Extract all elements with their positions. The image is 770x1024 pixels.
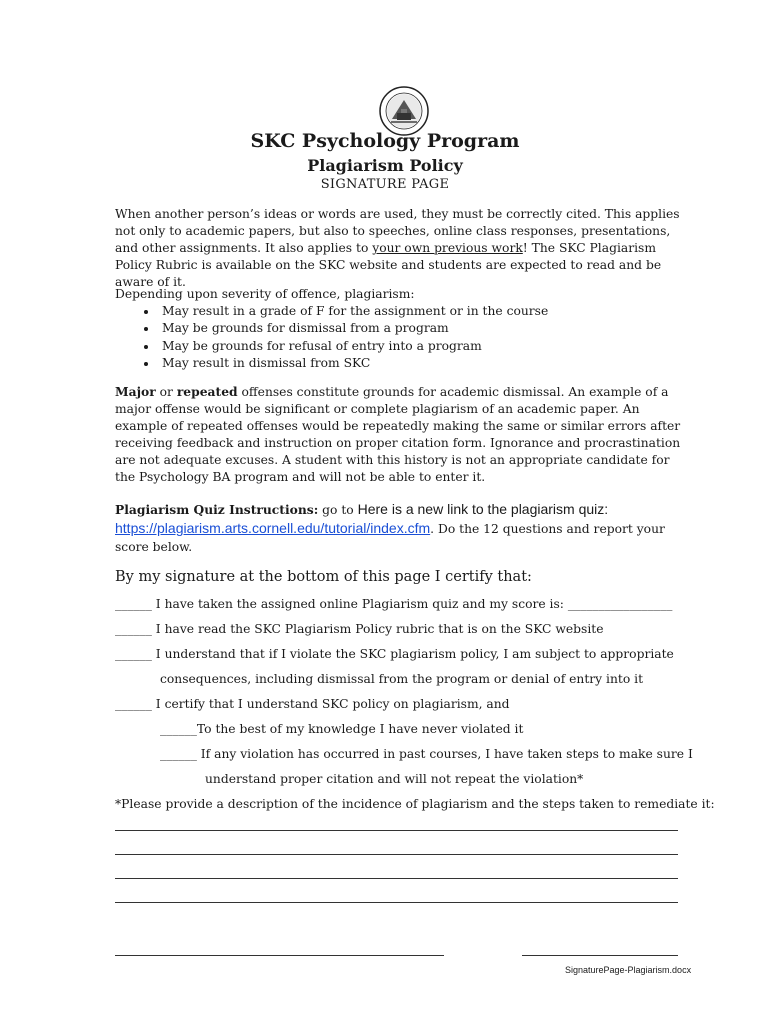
certify-line-violation[interactable]: ______ I understand that if I violate the SKC plagiarism policy, I am subject to appropriate bbox=[115, 647, 674, 661]
description-line-2[interactable] bbox=[115, 854, 678, 855]
severity-lead: Depending upon severity of offence, plagiarism: bbox=[115, 287, 415, 301]
list-item: • May be grounds for dismissal from a program bbox=[158, 320, 678, 337]
offenses-paragraph: Major or repeated offenses constitute grounds for academic dismissal. An example of a major offense would be significant or complete plagiarism of an academic paper. An example of repeated offenses would be repeatedly making the same or similar errors after receiving feedback and instruction on proper citation form. Ignorance and procrastination are not adequate excuses. A student with this history is not an appropriate candidate for the Psychology BA program and will not be able to enter it. bbox=[115, 384, 681, 484]
signature-line[interactable] bbox=[115, 955, 444, 956]
description-prompt: *Please provide a description of the incidence of plagiarism and the steps taken to remediate it: bbox=[115, 797, 715, 811]
policy-subtitle: Plagiarism Policy bbox=[307, 156, 463, 175]
description-line-3[interactable] bbox=[115, 878, 678, 879]
certify-line-past-violation-cont: understand proper citation and will not repeat the violation* bbox=[205, 772, 584, 786]
certify-line-never-violated[interactable]: ______To the best of my knowledge I have never violated it bbox=[160, 722, 524, 736]
own-work-emphasis: your own previous work bbox=[372, 241, 523, 255]
certify-line-quiz[interactable]: ______ I have taken the assigned online Plagiarism quiz and my score is: _________________ bbox=[115, 597, 673, 611]
certify-heading: By my signature at the bottom of this page I certify that: bbox=[115, 569, 532, 585]
signature-page-label: SIGNATURE PAGE bbox=[320, 177, 450, 192]
certify-line-past-violation[interactable]: ______ If any violation has occurred in past courses, I have taken steps to make sure I bbox=[160, 747, 693, 761]
list-item: • May be grounds for refusal of entry into a program bbox=[158, 338, 678, 355]
description-line-1[interactable] bbox=[115, 830, 678, 831]
college-seal-logo bbox=[379, 86, 429, 136]
quiz-link[interactable]: https://plagiarism.arts.cornell.edu/tutorial/index.cfm bbox=[115, 520, 431, 536]
certify-line-rubric[interactable]: ______ I have read the SKC Plagiarism Policy rubric that is on the SKC website bbox=[115, 622, 604, 636]
footer-filename: SignaturePage-Plagiarism.docx bbox=[565, 965, 692, 975]
severity-list bbox=[140, 303, 678, 373]
quiz-instructions: Plagiarism Quiz Instructions: go to Here is a new link to the plagiarism quiz: https://plagiarism.arts.cornell.edu/tutorial/index.cfm. Do the 12 questions and report your score below. bbox=[115, 501, 665, 554]
intro-paragraph: When another person’s ideas or words are used, they must be correctly cited. This applies not only to academic papers, but also to speeches, online class responses, presentations, and other assignments. It also applies to your own previous work! The SKC Plagiarism Policy Rubric is available on the SKC website and students are expected to read and be aware of it. bbox=[115, 207, 680, 289]
date-line[interactable] bbox=[522, 955, 678, 956]
description-line-4[interactable] bbox=[115, 902, 678, 903]
certify-line-policy[interactable]: ______ I certify that I understand SKC policy on plagiarism, and bbox=[115, 697, 510, 711]
certify-line-violation-cont: consequences, including dismissal from the program or denial of entry into it bbox=[160, 672, 644, 686]
page-title: SKC Psychology Program bbox=[250, 130, 520, 152]
list-item: • May result in dismissal from SKC bbox=[158, 355, 678, 372]
list-item: • May result in a grade of F for the assignment or in the course bbox=[158, 303, 678, 320]
